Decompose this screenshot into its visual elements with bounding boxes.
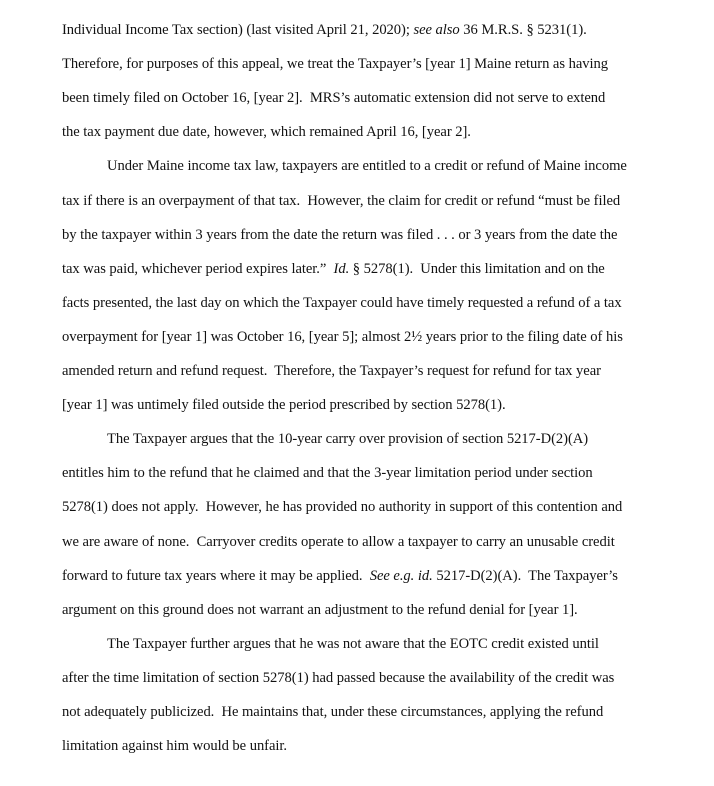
text-line [62,668,614,688]
text-line [62,736,287,756]
text-segment: The Taxpayer further argues that he was not aware that the EOTC credit existed until [107,635,599,652]
text-segment: Under Maine income tax law, taxpayers are entitled to a credit or refund of Maine income [107,158,627,175]
text-segment: Therefore, for purposes of this appeal, we treat the Taxpayer’s [year 1] Maine return as having [62,56,609,73]
text-segment: we are aware of none. Carryover credits operate to allow a taxpayer to carry an unusable credit [62,533,615,550]
text-segment: not adequately publicized. He maintains that, under these circumstances, applying the refund [62,704,604,720]
text-line [62,259,605,279]
text-line [62,20,587,40]
text-segment: [year 1] was untimely filed outside the period prescribed by section 5278(1). [62,397,506,414]
text-line [62,600,578,620]
text-line [62,88,605,108]
text-segment: overpayment for [year 1] was October 16, [year 5]; almost 2½ years prior to the filing date of his [62,328,623,345]
text-line [62,566,618,586]
text-segment: facts presented, the last day on which the Taxpayer could have timely requested a refund of a tax [62,294,622,311]
text-line [62,702,603,722]
paragraph-first-line [107,429,588,449]
text-line [62,122,471,142]
text-line [62,497,622,517]
text-line [62,191,620,211]
paragraph-first-line [107,156,627,176]
text-segment: argument on this ground does not warrant an adjustment to the refund denial for [year 1]. [62,601,578,618]
text-segment: the tax payment due date, however, which remained April 16, [year 2]. [62,124,471,141]
text-segment: tax if there is an overpayment of that tax. However, the claim for credit or refund “must be filed [62,192,621,209]
text-line [62,395,506,415]
text-segment: The Taxpayer argues that the 10-year carry over provision of section 5217-D(2)(A) [107,431,589,448]
italic-citation: Id. [333,260,350,277]
text-segment: 36 M.R.S. § 5231(1). [459,22,587,38]
text-segment: 5278(1) does not apply. However, he has provided no authority in support of this contention and [62,499,623,516]
italic-citation: see also [413,22,460,38]
text-segment: been timely filed on October 16, [year 2]. MRS’s automatic extension did not serve to extend [62,90,606,107]
text-segment: 5217-D(2)(A). The Taxpayer’s [432,567,618,584]
text-segment: Individual Income Tax section) (last visited April 21, 2020); [62,22,414,38]
text-line [62,327,623,347]
text-segment: after the time limitation of section 5278(1) had passed because the availability of the credit was [62,669,615,686]
text-segment: amended return and refund request. Therefore, the Taxpayer’s request for refund for tax year [62,363,601,379]
paragraph-first-line [107,634,599,654]
text-line [62,361,601,381]
text-line [62,463,593,483]
text-line [62,225,617,245]
text-line [62,293,622,313]
text-segment: tax was paid, whichever period expires later.” [62,260,334,277]
text-segment: forward to future tax years where it may be applied. [62,567,370,584]
text-line [62,54,608,74]
italic-citation: See e.g. id. [369,567,433,584]
text-segment: by the taxpayer within 3 years from the date the return was filed . . . or 3 years from the date the [62,226,618,243]
text-segment: § 5278(1). Under this limitation and on the [349,260,605,277]
text-line [62,532,615,552]
text-segment: limitation against him would be unfair. [62,738,288,755]
text-segment: entitles him to the refund that he claimed and that the 3-year limitation period under section [62,465,593,482]
